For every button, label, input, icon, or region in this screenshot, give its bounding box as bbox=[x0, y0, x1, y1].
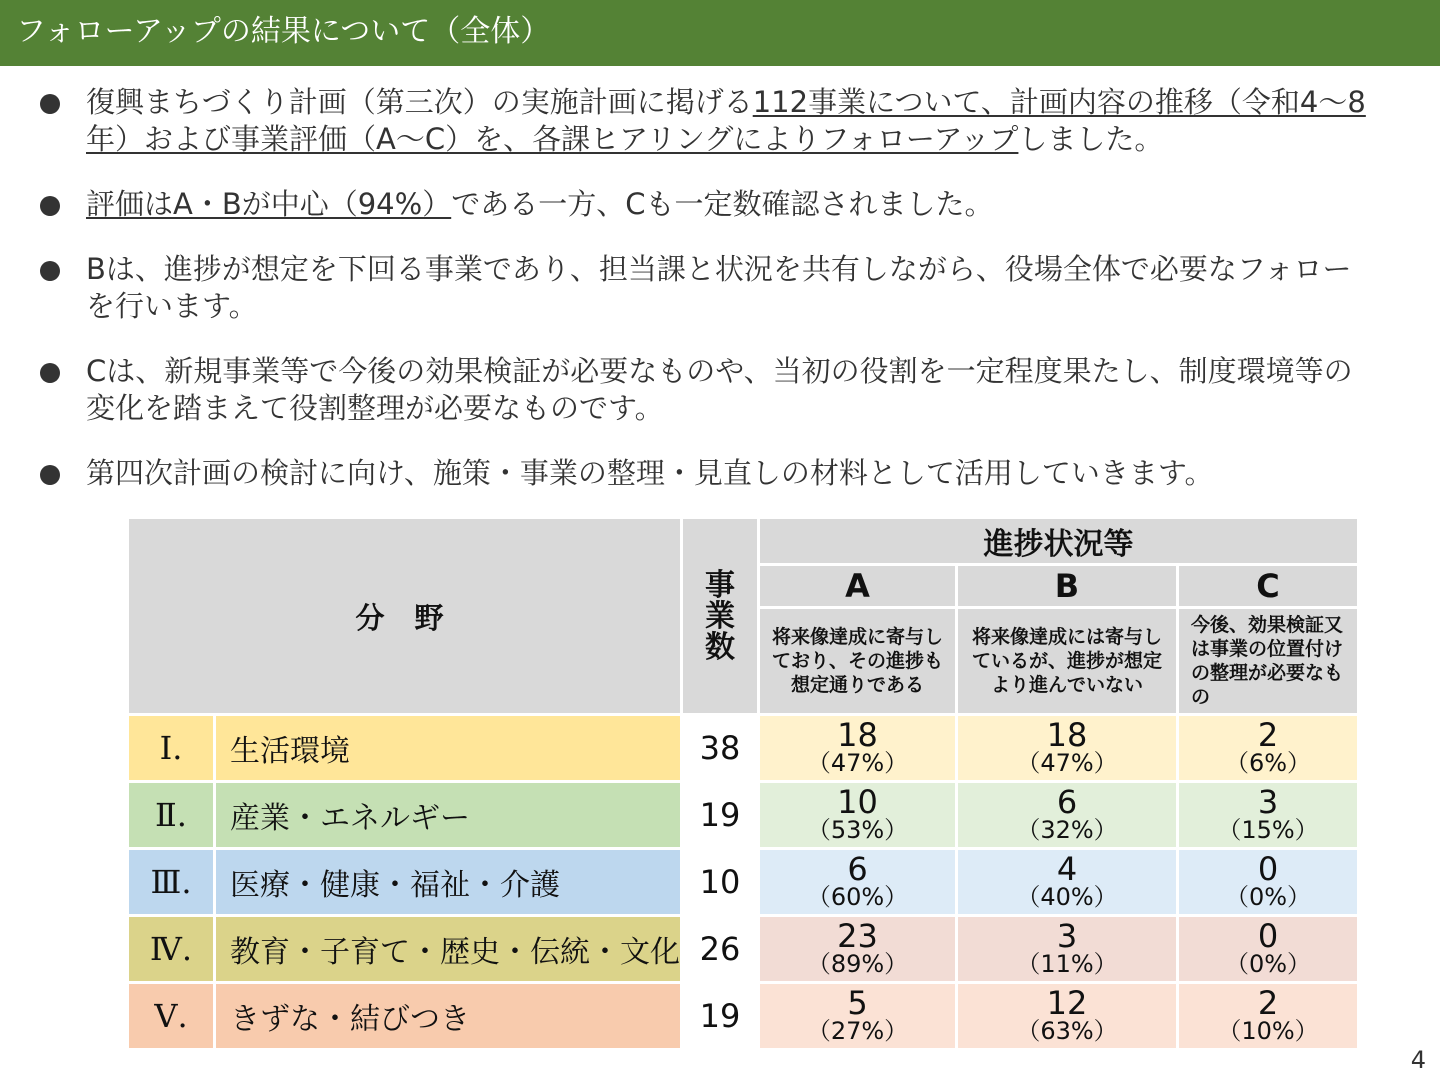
field-number: Ⅳ. bbox=[129, 917, 213, 981]
grade-a-count: 10 bbox=[837, 783, 878, 821]
bullet-plain-text: 復興まちづくり計画（第三次）の実施計画に掲げる bbox=[86, 85, 753, 119]
table-body bbox=[129, 716, 1357, 1048]
grade-b-cell bbox=[958, 716, 1176, 780]
grade-a-count: 23 bbox=[837, 917, 878, 955]
grade-b-cell bbox=[958, 984, 1176, 1048]
grade-a-percent: （47%） bbox=[806, 749, 909, 777]
grade-a-cell bbox=[760, 917, 955, 981]
bullet-plain-text: Cは、新規事業等で今後の効果検証が必要なものや、当初の役割を一定程度果たし、制度環境等の変化を踏まえて役割整理が必要なものです。 bbox=[86, 354, 1353, 425]
grade-c-count: 0 bbox=[1257, 850, 1279, 888]
page-number: 4 bbox=[1410, 1046, 1426, 1074]
grade-b-cell bbox=[958, 783, 1176, 847]
bullet-plain-text: Bは、進捗が想定を下回る事業であり、担当課と状況を共有しながら、役場全体で必要なフォローを行います。 bbox=[86, 252, 1352, 323]
grade-b-header: B bbox=[958, 566, 1176, 606]
project-count: 19 bbox=[683, 783, 757, 847]
count-header-char: 事 bbox=[705, 567, 735, 603]
field-header: 分 野 bbox=[129, 519, 680, 713]
count-header-text bbox=[683, 567, 757, 665]
project-count: 10 bbox=[683, 850, 757, 914]
grade-c-cell bbox=[1179, 783, 1357, 847]
table-row bbox=[129, 850, 1357, 914]
field-name: きずな・結びつき bbox=[216, 984, 680, 1048]
bullet-plain-text: 第四次計画の検討に向け、施策・事業の整理・見直しの材料として活用していきます。 bbox=[86, 456, 1214, 490]
grade-b-count: 3 bbox=[1056, 917, 1078, 955]
field-name: 教育・子育て・歴史・伝統・文化 bbox=[216, 917, 680, 981]
grade-b-cell bbox=[958, 917, 1176, 981]
bullet-text bbox=[86, 455, 1214, 492]
grade-b-percent: （47%） bbox=[1016, 749, 1118, 777]
grade-c-count: 2 bbox=[1257, 716, 1279, 754]
grade-a-percent: （53%） bbox=[806, 816, 909, 844]
slide-header bbox=[0, 0, 1440, 66]
grade-a-header: A bbox=[760, 566, 955, 606]
field-number: Ⅰ. bbox=[129, 716, 213, 780]
grade-a-count: 18 bbox=[837, 716, 878, 754]
grade-c-description: 今後、効果検証又は事業の位置付けの整理が必要なもの bbox=[1179, 609, 1357, 713]
project-count: 38 bbox=[683, 716, 757, 780]
grade-c-percent: （10%） bbox=[1217, 1017, 1319, 1045]
table-row bbox=[129, 716, 1357, 780]
bullet-item bbox=[40, 186, 1380, 223]
bullet-text bbox=[86, 353, 1380, 427]
bullet-item bbox=[40, 251, 1380, 325]
field-number: Ⅱ. bbox=[129, 783, 213, 847]
grade-a-count: 5 bbox=[847, 984, 868, 1022]
grade-c-percent: （0%） bbox=[1224, 950, 1312, 978]
grade-a-percent: （27%） bbox=[806, 1017, 909, 1045]
grade-c-cell bbox=[1179, 917, 1357, 981]
bullet-text bbox=[86, 186, 993, 223]
bullet-underlined-text: 評価はA・Bが中心（94%） bbox=[86, 187, 452, 221]
grade-a-description: 将来像達成に寄与しており、その進捗も想定通りである bbox=[760, 609, 955, 713]
progress-header: 進捗状況等 bbox=[760, 519, 1357, 563]
grade-a-percent: （60%） bbox=[806, 883, 909, 911]
grade-a-cell bbox=[760, 716, 955, 780]
grade-c-header: C bbox=[1179, 566, 1357, 606]
bullet-plain-text: しました。 bbox=[1018, 122, 1164, 156]
grade-a-count: 6 bbox=[847, 850, 868, 888]
bullet-dot-icon bbox=[40, 94, 60, 114]
followup-summary-table bbox=[126, 516, 1360, 1051]
count-header-char: 業 bbox=[705, 598, 735, 634]
grade-b-description: 将来像達成には寄与しているが、進捗が想定より進んでいない bbox=[958, 609, 1176, 713]
grade-a-percent: （89%） bbox=[806, 950, 909, 978]
table-row bbox=[129, 783, 1357, 847]
table-row bbox=[129, 984, 1357, 1048]
field-name: 産業・エネルギー bbox=[216, 783, 680, 847]
field-number: Ⅲ. bbox=[129, 850, 213, 914]
grade-b-count: 18 bbox=[1046, 716, 1088, 754]
field-name: 生活環境 bbox=[216, 716, 680, 780]
bullet-item bbox=[40, 353, 1380, 427]
grade-a-cell bbox=[760, 850, 955, 914]
count-header-char: 数 bbox=[705, 629, 735, 665]
grade-c-percent: （15%） bbox=[1217, 816, 1319, 844]
grade-b-percent: （11%） bbox=[1016, 950, 1118, 978]
bullet-dot-icon bbox=[40, 465, 60, 485]
grade-a-cell bbox=[760, 783, 955, 847]
grade-c-cell bbox=[1179, 716, 1357, 780]
bullet-item bbox=[40, 455, 1380, 492]
field-name: 医療・健康・福祉・介護 bbox=[216, 850, 680, 914]
bullet-text bbox=[86, 84, 1380, 158]
bullet-dot-icon bbox=[40, 363, 60, 383]
grade-b-percent: （40%） bbox=[1016, 883, 1118, 911]
grade-c-percent: （0%） bbox=[1224, 883, 1312, 911]
grade-c-percent: （6%） bbox=[1224, 749, 1312, 777]
count-header bbox=[683, 519, 757, 713]
table-row bbox=[129, 917, 1357, 981]
bullet-dot-icon bbox=[40, 261, 60, 281]
bullet-list bbox=[40, 84, 1380, 520]
grade-c-count: 3 bbox=[1257, 783, 1279, 821]
grade-b-count: 12 bbox=[1046, 984, 1088, 1022]
grade-b-cell bbox=[958, 850, 1176, 914]
grade-c-count: 2 bbox=[1257, 984, 1279, 1022]
bullet-underlined-text: 112事業について、計画内容の推移（令和4～8年）および事業評価（A～C）を、各課ヒアリングによりフォローアップ bbox=[86, 85, 1366, 156]
grade-b-percent: （32%） bbox=[1016, 816, 1118, 844]
project-count: 19 bbox=[683, 984, 757, 1048]
grade-c-cell bbox=[1179, 984, 1357, 1048]
grade-b-count: 6 bbox=[1056, 783, 1078, 821]
bullet-item bbox=[40, 84, 1380, 158]
grade-b-percent: （63%） bbox=[1016, 1017, 1118, 1045]
bullet-dot-icon bbox=[40, 196, 60, 216]
slide-title: フォローアップの結果について（全体） bbox=[16, 14, 551, 49]
grade-b-count: 4 bbox=[1056, 850, 1078, 888]
field-number: Ⅴ. bbox=[129, 984, 213, 1048]
grade-a-cell bbox=[760, 984, 955, 1048]
grade-c-cell bbox=[1179, 850, 1357, 914]
project-count: 26 bbox=[683, 917, 757, 981]
grade-c-count: 0 bbox=[1257, 917, 1279, 955]
bullet-plain-text: である一方、Cも一定数確認されました。 bbox=[451, 187, 994, 221]
bullet-text bbox=[86, 251, 1380, 325]
